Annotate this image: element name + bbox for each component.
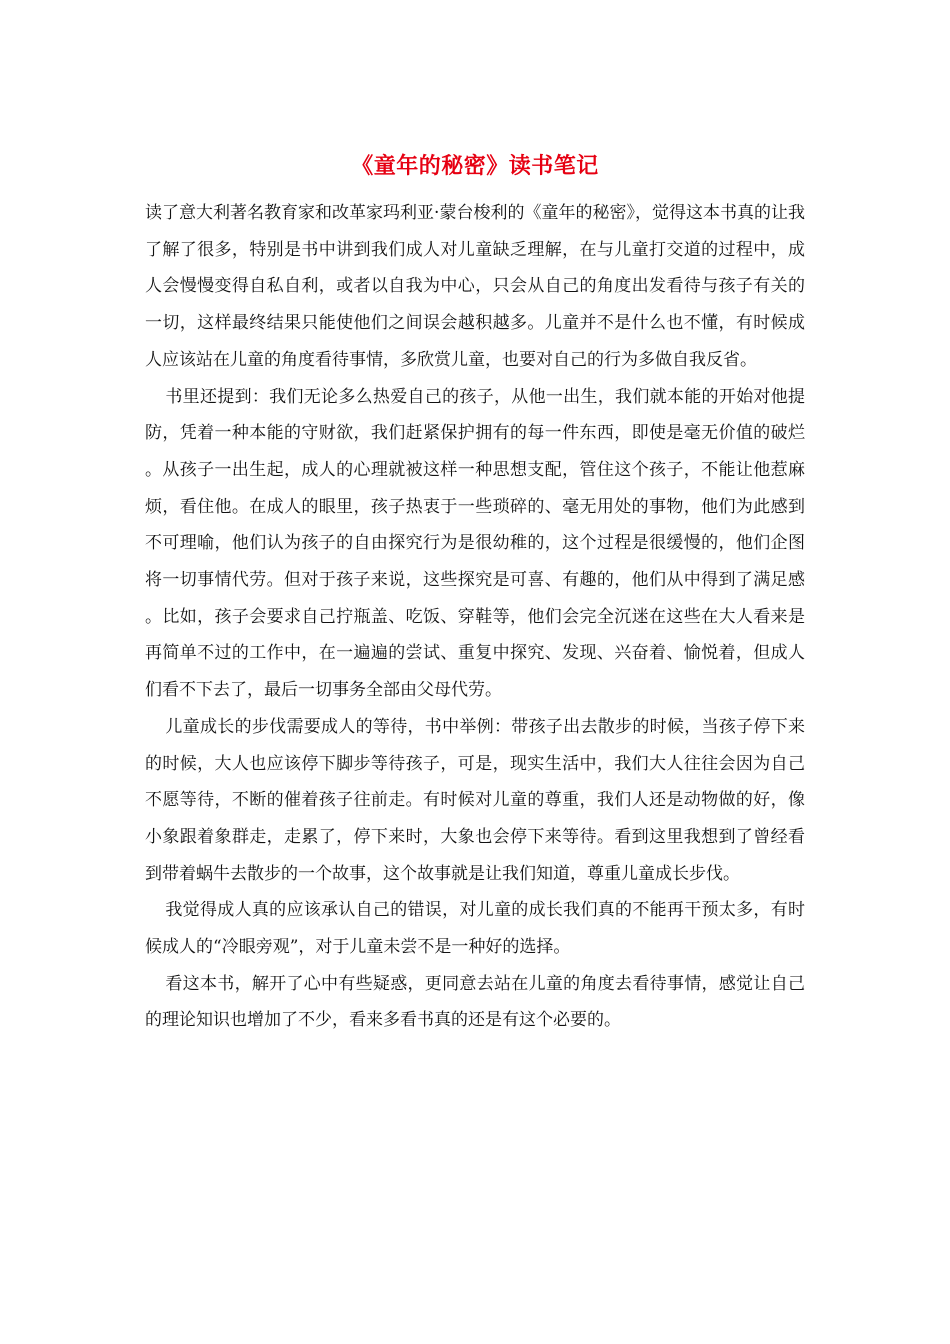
paragraph-5: 看这本书，解开了心中有些疑惑，更同意去站在儿童的角度去看待事情，感觉让自己的理论知识也增加了不少，看来多看书真的还是有这个必要的。: [145, 973, 805, 1031]
document-title: 《童年的秘密》读书笔记: [351, 153, 599, 179]
paragraph-3: 儿童成长的步伐需要成人的等待，书中举例：带孩子出去散步的时候，当孩子停下来的时候，大人也应该停下脚步等待孩子，可是，现实生活中，我们大人往往会因为自己不愿等待，不断的催着孩子往前走。有时候对儿童的尊重，我们人还是动物做的好，像小象跟着象群走，走累了，停下来时，大象也会停下来等待。看到这里我想到了曾经看到带着蜗牛去散步的一个故事，这个故事就是让我们知道，尊重儿童成长步伐。: [145, 716, 805, 884]
paragraph-2: 书里还提到：我们无论多么热爱自己的孩子，从他一出生，我们就本能的开始对他提防，凭着一种本能的守财欲，我们赶紧保护拥有的每一件东西，即使是毫无价值的破烂。从孩子一出生起，成人的心理就被这样一种思想支配，管住这个孩子，不能让他惹麻烦，看住他。在成人的眼里，孩子热衷于一些琐碎的、毫无用处的事物，他们为此感到不可理喻，他们认为孩子的自由探究行为是很幼稚的，这个过程是很缓慢的，他们企图将一切事情代劳。但对于孩子来说，这些探究是可喜、有趣的，他们从中得到了满足感。比如，孩子会要求自己拧瓶盖、吃饭、穿鞋等，他们会完全沉迷在这些在大人看来是再简单不过的工作中，在一遍遍的尝试、重复中探究、发现、兴奋着、愉悦着，但成人们看不下去了，最后一切事务全部由父母代劳。: [145, 386, 805, 701]
document-body: [145, 195, 805, 1039]
paragraph-4: 我觉得成人真的应该承认自己的错误，对儿童的成长我们真的不能再干预太多，有时候成人的“冷眼旁观”，对于儿童未尝不是一种好的选择。: [145, 900, 805, 958]
paragraph-1: 读了意大利著名教育家和改革家玛利亚·蒙台梭利的《童年的秘密》，觉得这本书真的让我了解了很多，特别是书中讲到我们成人对儿童缺乏理解，在与儿童打交道的过程中，成人会慢慢变得自私自利，或者以自我为中心，只会从自己的角度出发看待与孩子有关的一切，这样最终结果只能使他们之间误会越积越多。儿童并不是什么也不懂，有时候成人应该站在儿童的角度看待事情，多欣赏儿童，也要对自己的行为多做自我反省。: [145, 203, 805, 370]
